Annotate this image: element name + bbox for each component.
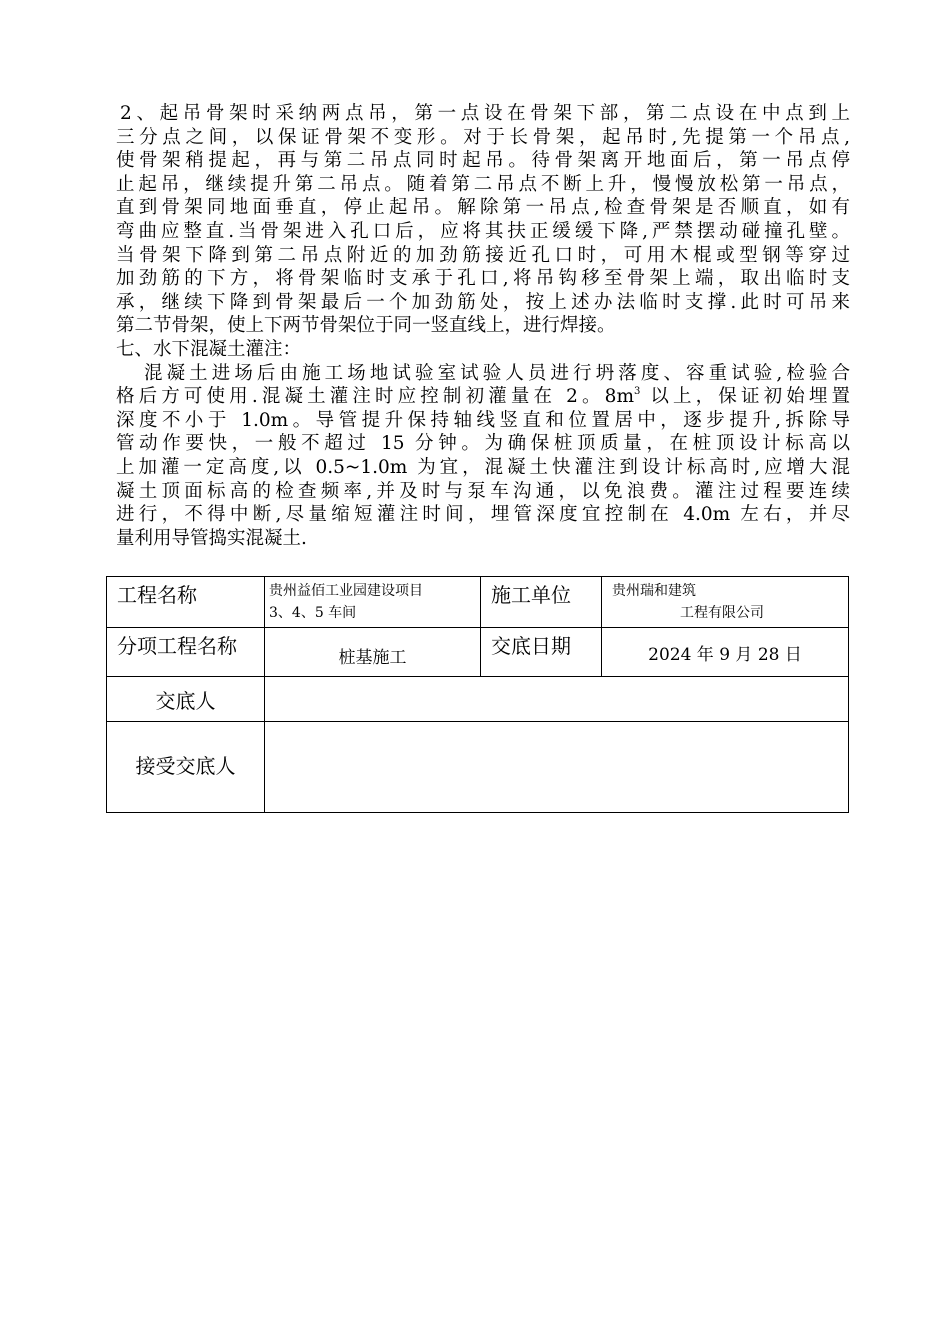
text-line: 当骨架下降到第二吊点附近的加劲筋接近孔口时，可用木棍或型钢等穿过 xyxy=(116,244,850,266)
cell-text: 工程名称 xyxy=(117,583,197,607)
text-line: 进行，不得中断,尽量缩短灌注时间，埋管深度宜控制在 4.0m 左右，并尽 xyxy=(116,504,850,526)
cell-text: 桩基施工 xyxy=(338,647,407,668)
text-fragment: 格后方可使用.混凝土灌注时应控制初灌量在 2。8m xyxy=(116,386,634,408)
cell-text: 3、4、5 车间 xyxy=(269,605,357,621)
cell-text: 2024 年 9 月 28 日 xyxy=(648,645,802,665)
project-name-label xyxy=(107,577,265,628)
presenter-value xyxy=(265,677,849,722)
text-line: 上加灌一定高度,以 0.5~1.0m 为宜，混凝土快灌注到设计标高时,应增大混 xyxy=(116,456,850,478)
project-name-value xyxy=(265,577,481,628)
date-label xyxy=(481,628,602,677)
cell-text: 分项工程名称 xyxy=(117,634,237,658)
text-line: 管动作要快，一般不超过 15 分钟。为确保桩顶质量，在桩顶设计标高以 xyxy=(116,433,850,455)
text-line: 第二节骨架，使上下两节骨架位于同一竖直线上，进行焊接。 xyxy=(116,315,616,337)
text-line: 直到骨架同地面垂直，停止起吊。解除第一吊点,检查骨架是否顺直，如有 xyxy=(116,197,850,219)
table-row xyxy=(107,677,849,722)
text-line: 凝土顶面标高的检查频率,并及时与泵车沟通，以免浪费。灌注过程要连续 xyxy=(116,480,850,502)
text-line: 加劲筋的下方，将骨架临时支承于孔口,将吊钩移至骨架上端，取出临时支 xyxy=(116,268,850,290)
presenter-label xyxy=(107,677,265,722)
text-line: 承，继续下降到骨架最后一个加劲筋处，按上述办法临时支撑.此时可吊来 xyxy=(116,291,850,313)
cell-text: 工程有限公司 xyxy=(680,605,764,621)
cell-text: 交底日期 xyxy=(491,634,571,658)
text-fragment: 以上，保证初始埋置 xyxy=(640,386,850,408)
text-line: 量利用导管捣实混凝土. xyxy=(116,527,307,549)
text-line: 止起吊，继续提升第二吊点。随着第二吊点不断上升，慢慢放松第一吊点， xyxy=(116,173,850,195)
subproject-label xyxy=(107,628,265,677)
table-row xyxy=(107,722,849,813)
text-line: 弯曲应整直.当骨架进入孔口后，应将其扶正缓缓下降,严禁摆动碰撞孔壁。 xyxy=(116,220,850,242)
body-text xyxy=(116,102,850,550)
cell-text: 贵州瑞和建筑 xyxy=(612,583,696,599)
subproject-value xyxy=(265,628,481,677)
text-line: 混凝土进场后由施工场地试验室试验人员进行坍落度、容重试验,检验合 xyxy=(144,362,850,384)
receiver-label xyxy=(107,722,265,813)
cell-text: 交底人 xyxy=(155,688,216,713)
text-line: 2、起吊骨架时采纳两点吊，第一点设在骨架下部，第二点设在中点到上 xyxy=(120,103,850,124)
table-row xyxy=(107,628,849,677)
section-heading: 七、水下混凝土灌注： xyxy=(116,338,302,360)
text-line-with-superscript xyxy=(116,385,850,409)
cell-text: 接受交底人 xyxy=(135,753,236,778)
handover-table xyxy=(106,576,849,813)
contractor-label xyxy=(481,577,602,628)
text-line: 深度不小于 1.0m。导管提升保持轴线竖直和位置居中，逐步提升,拆除导 xyxy=(116,409,850,431)
superscript: 3 xyxy=(634,386,641,398)
text-line: 使骨架稍提起，再与第二吊点同时起吊。待骨架离开地面后，第一吊点停 xyxy=(116,150,850,172)
text-line: 三分点之间，以保证骨架不变形。对于长骨架，起吊时,先提第一个吊点, xyxy=(116,126,850,148)
receiver-value xyxy=(265,722,849,813)
table-row xyxy=(107,577,849,628)
cell-text: 施工单位 xyxy=(491,583,571,607)
cell-text: 贵州益佰工业园建设项目 xyxy=(269,583,423,599)
date-value xyxy=(602,628,849,677)
contractor-value xyxy=(602,577,849,628)
